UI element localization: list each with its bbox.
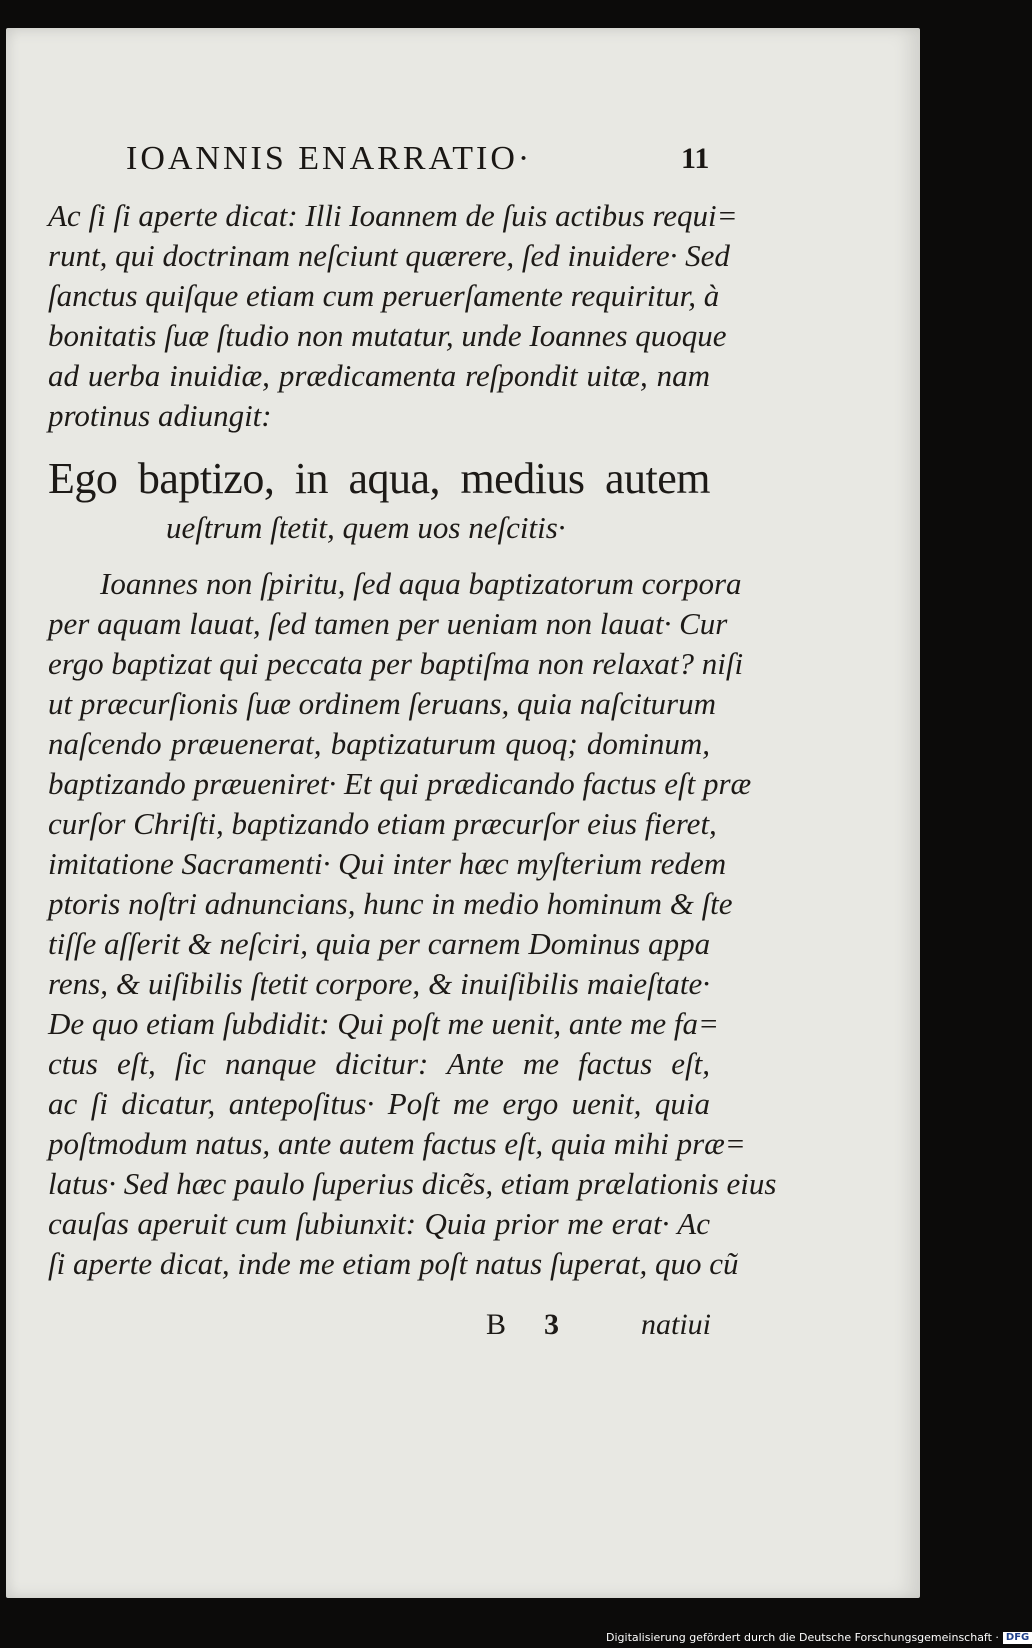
book-page (6, 28, 920, 1598)
text-line: rens, & uiſibilis ſtetit corpore, & inuiſibilis maieſtate· (48, 966, 710, 1001)
text-line: naſcendo præuenerat, baptizaturum quoq; dominum, (48, 726, 710, 761)
text-line: poſtmodum natus, ante autem factus eſt, quia mihi præ= (48, 1126, 746, 1161)
text-line: ctus eſt, ſic nanque dicitur: Ante me factus eſt, (48, 1046, 710, 1081)
text-line: per aquam lauat, ſed tamen per ueniam non lauat· Cur (48, 606, 728, 641)
folio-number: 11 (681, 142, 710, 175)
page-header (126, 132, 726, 192)
running-head: IOANNIS ENARRATIO· (126, 140, 533, 177)
text-line: ptoris noſtri adnuncians, hunc in medio hominum & ſte (48, 886, 733, 921)
lemma-continuation: ueſtrum ſtetit, quem uos neſcitis· (166, 510, 566, 545)
dfg-logo: DFG (1003, 1632, 1032, 1644)
signature-number: 3 (544, 1308, 559, 1341)
paragraph-gap (48, 548, 710, 564)
text-line: bonitatis ſuæ ſtudio non mutatur, unde Ioannes quoque (48, 318, 727, 353)
text-line: Ac ſi ſi aperte dicat: Illi Ioannem de ſuis actibus requi= (48, 198, 738, 233)
page-footer (486, 1308, 716, 1348)
text-line: ad uerba inuidiæ, prædicamenta reſpondit uitæ, nam (48, 358, 710, 393)
lemma-heading: Ego baptizo, in aqua, medius autem (48, 454, 710, 503)
text-block (48, 196, 777, 1284)
text-line: ſanctus quiſque etiam cum peruerſamente requiritur, à (48, 278, 720, 313)
text-line: De quo etiam ſubdidit: Qui poſt me uenit, ante me fa= (48, 1006, 719, 1041)
text-line: ac ſi dicatur, antepoſitus· Poſt me ergo uenit, quia (48, 1086, 710, 1121)
text-line: latus· Sed hæc paulo ſuperius dicẽs, etiam prælationis eius (48, 1166, 777, 1201)
text-line: runt, qui doctrinam neſciunt quærere, ſed inuidere· Sed (48, 238, 730, 273)
digitization-credit (606, 1631, 1030, 1645)
signature-mark: B (486, 1308, 507, 1341)
text-line: cauſas aperuit cum ſubiunxit: Quia prior me erat· Ac (48, 1206, 710, 1241)
catchword: natiui (641, 1308, 712, 1341)
text-line: ſi aperte dicat, inde me etiam poſt natus ſuperat, quo cũ (48, 1246, 739, 1281)
text-line: protinus adiungit: (48, 398, 272, 433)
text-line: baptizando præueniret· Et qui prædicando factus eſt præ (48, 766, 752, 801)
text-line: curſor Chriſti, baptizando etiam præcurſor eius fieret, (48, 806, 717, 841)
credit-text: Digitalisierung gefördert durch die Deutsche Forschungsgemeinschaft · (606, 1631, 999, 1644)
text-line: Ioannes non ſpiritu, ſed aqua baptizatorum corpora (100, 566, 742, 601)
text-line: ut præcurſionis ſuæ ordinem ſeruans, quia naſciturum (48, 686, 716, 721)
text-line: tiſſe aſſerit & neſciri, quia per carnem Dominus appa (48, 926, 711, 961)
text-line: imitatione Sacramenti· Qui inter hæc myſterium redem (48, 846, 727, 881)
text-line: ergo baptizat qui peccata per baptiſma non relaxat? niſi (48, 646, 744, 681)
